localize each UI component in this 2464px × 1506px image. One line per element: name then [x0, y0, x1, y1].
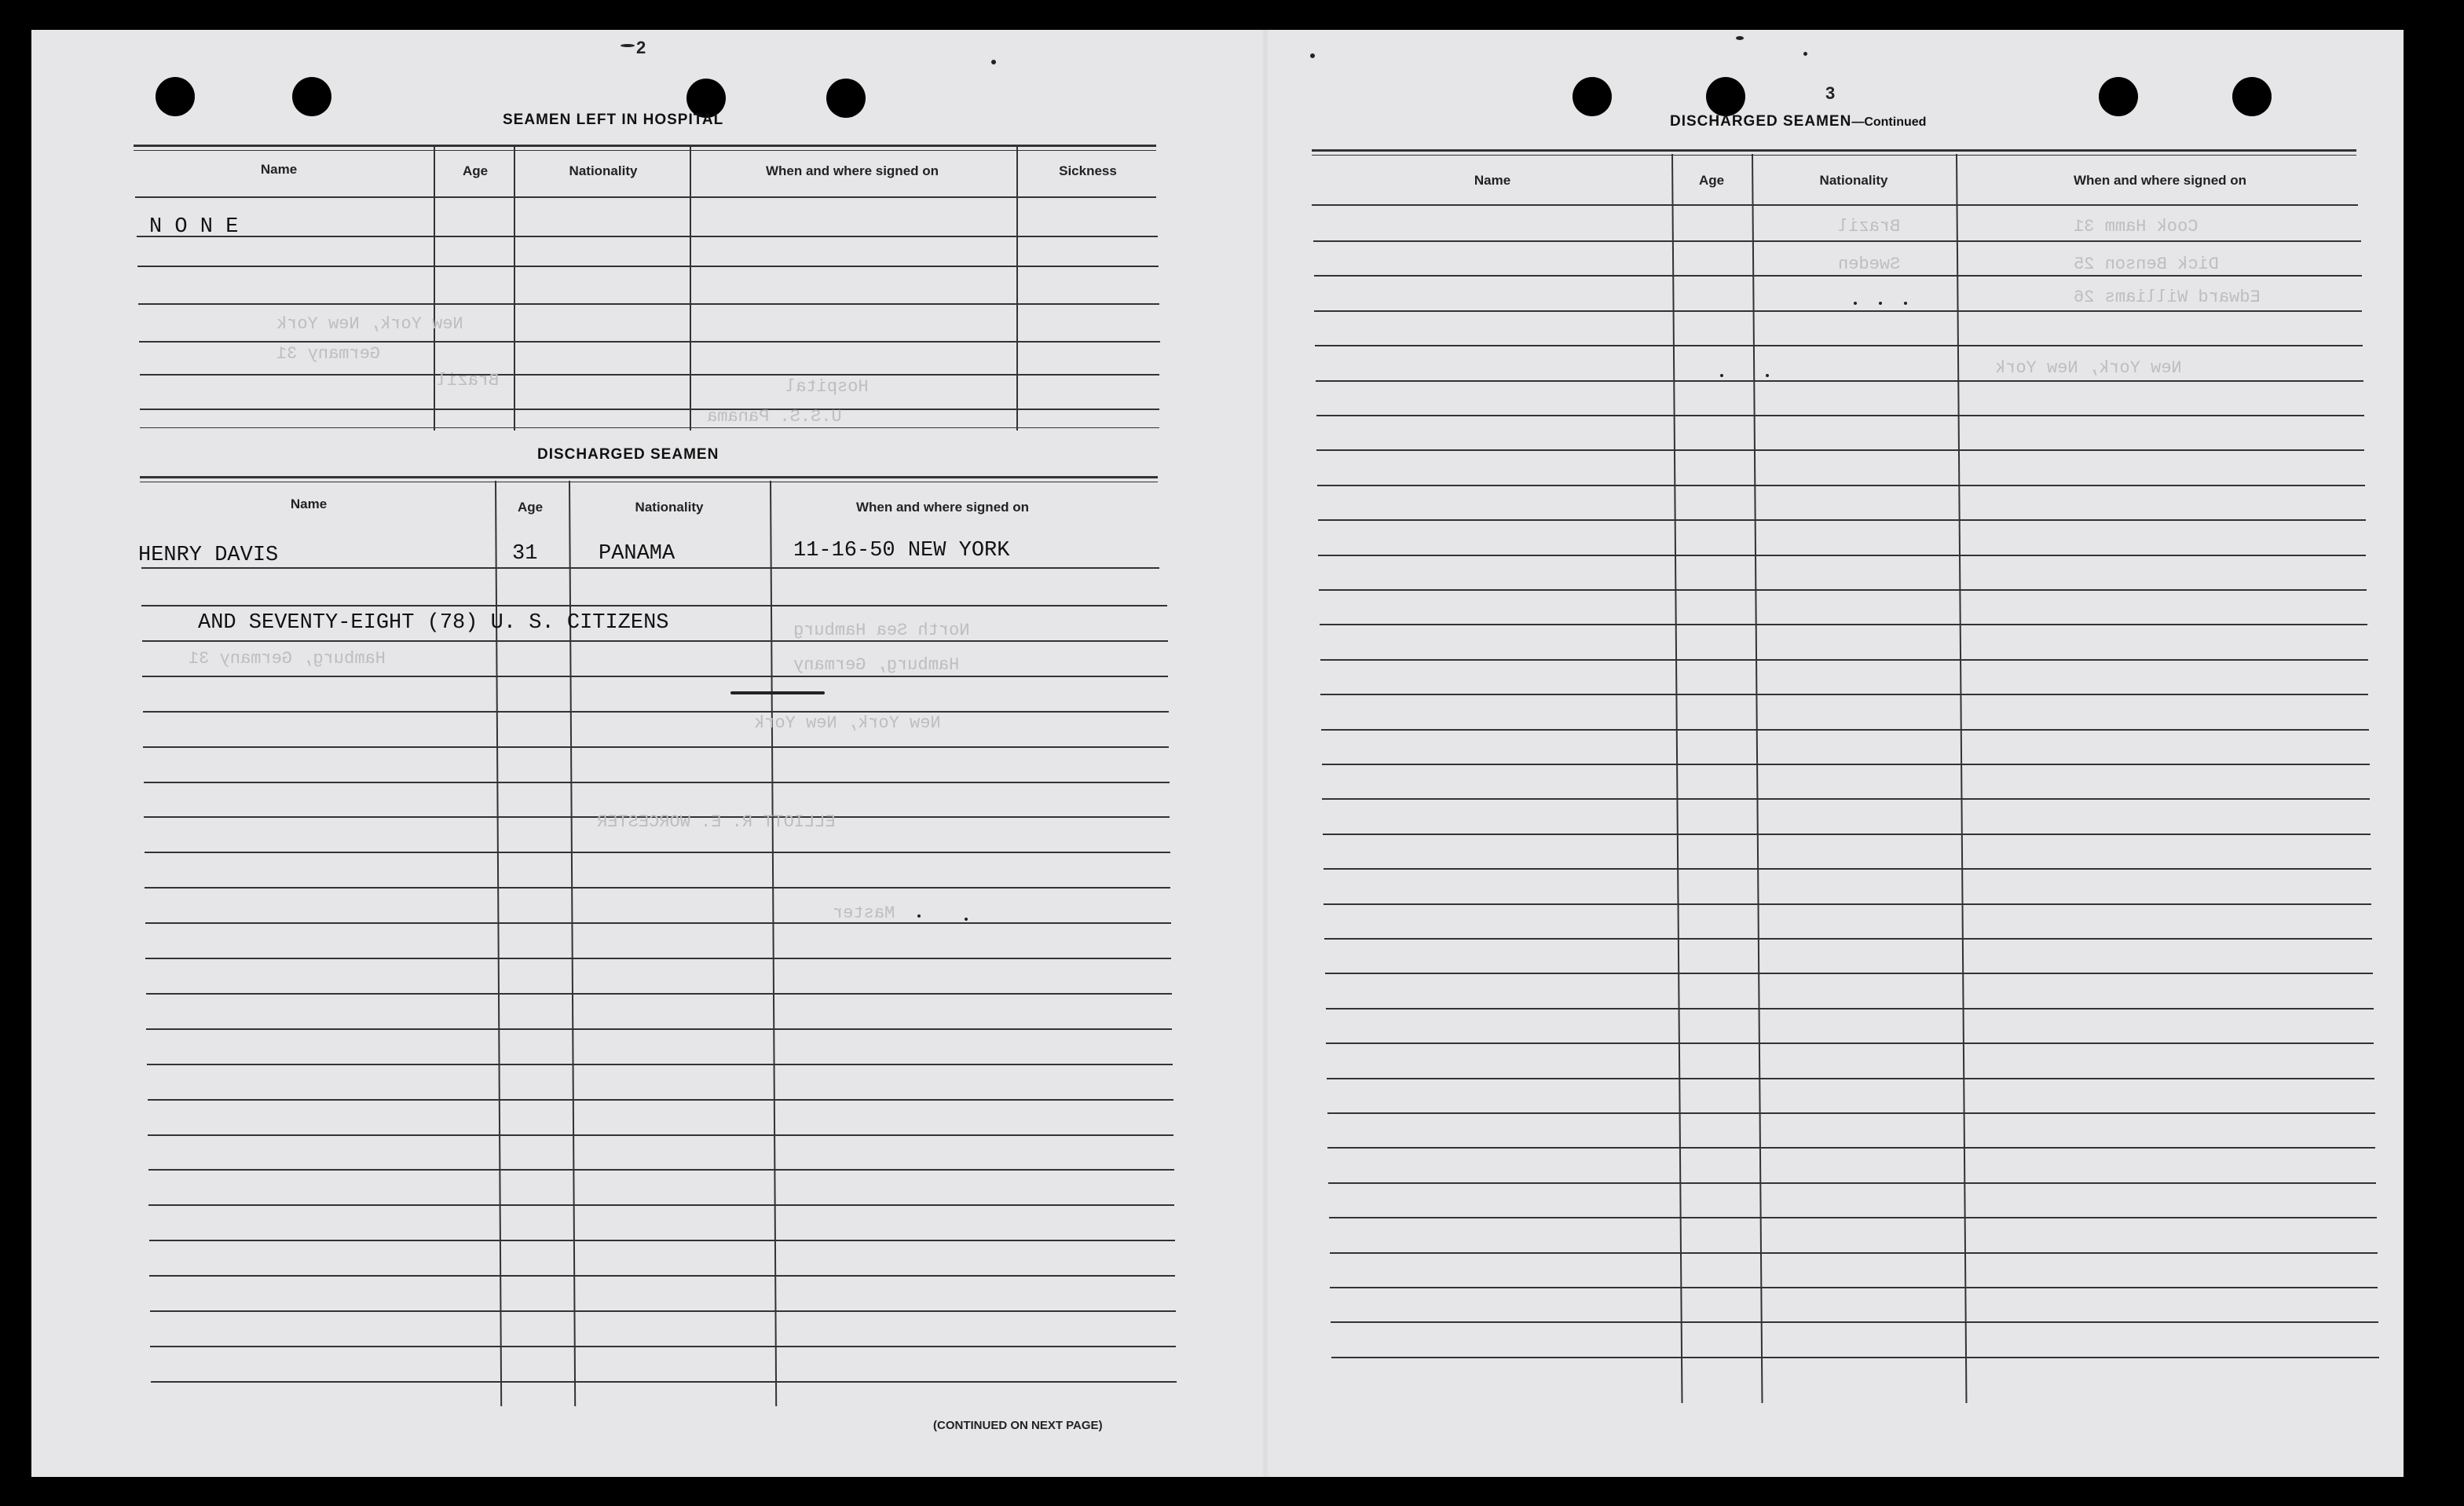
table-top-rule [1312, 149, 2356, 152]
ledger-rule [1320, 659, 2368, 661]
table-row-line [137, 236, 1158, 237]
punch-hole [826, 79, 866, 118]
ledger-rule [1319, 589, 2367, 591]
table-top-rule [134, 145, 1156, 147]
ledger-rule [148, 1099, 1173, 1101]
ink-speck [1904, 302, 1907, 305]
ink-speck [1803, 52, 1807, 56]
column-header-nationality: Nationality [569, 163, 638, 178]
bleed-through-text: Hamburg, Germany 31 [189, 649, 386, 669]
ledger-rule [1327, 1112, 2375, 1114]
column-header-signed-on: When and where signed on [2073, 173, 2247, 188]
ledger-rule [1327, 1078, 2374, 1079]
ledger-rule [1330, 1252, 2378, 1254]
punch-hole [292, 77, 331, 116]
ledger-rule [1317, 485, 2365, 486]
column-divider [690, 146, 691, 431]
table-header-line [141, 567, 1159, 569]
punch-hole [1706, 77, 1745, 116]
bleed-through-text: Hospital [785, 377, 869, 397]
table-header-line [1312, 204, 2358, 206]
bleed-through-text: Master [833, 903, 895, 923]
column-header-age: Age [462, 163, 489, 178]
ink-speck [965, 918, 968, 921]
ledger-rule [1331, 1357, 2379, 1358]
ledger-rule [1314, 275, 2362, 277]
column-header-name: Name [260, 162, 298, 177]
bleed-through-text: Edward Williams 26 [2074, 288, 2261, 307]
ledger-rule [1316, 449, 2364, 451]
ledger-rule [145, 922, 1171, 924]
ledger-rule [1315, 345, 2363, 346]
ledger-rule [145, 852, 1170, 853]
ledger-rule [1327, 1147, 2375, 1149]
discharged-continued-title [1670, 113, 1926, 130]
table-row-line [135, 196, 1156, 198]
ledger-rule [1325, 973, 2373, 974]
ledger-rule [145, 958, 1171, 959]
table-row-line [139, 341, 1160, 343]
ledger-rule [1324, 938, 2372, 940]
ledger-rule [1329, 1217, 2377, 1218]
table-row-line [140, 427, 1159, 428]
bleed-through-text: Sweden [1838, 255, 1901, 274]
column-divider [1016, 146, 1018, 431]
column-header-sickness: Sickness [1059, 163, 1117, 178]
ledger-rule [1320, 694, 2368, 695]
ledger-rule [142, 640, 1168, 642]
title-main: DISCHARGED SEAMEN [1670, 113, 1852, 130]
ledger-rule [1326, 1042, 2374, 1044]
ledger-rule [1318, 519, 2366, 521]
ledger-rule [148, 1204, 1174, 1206]
seaman-nationality: PANAMA [599, 542, 675, 566]
ledger-rule [1314, 310, 2362, 312]
seaman-age: 31 [512, 542, 538, 566]
page-fold [1261, 30, 1269, 1477]
bleed-through-text: New York, New York [276, 314, 463, 334]
column-divider [434, 146, 435, 431]
bleed-through-text: U.S.S. Panama [707, 407, 842, 427]
table-row-line [140, 409, 1159, 410]
column-header-age: Age [1698, 173, 1725, 188]
ledger-rule [144, 782, 1170, 783]
ledger-rule [1320, 624, 2367, 625]
column-header-signed-on: When and where signed on [855, 500, 1030, 515]
title-suffix: —Continued [1851, 115, 1927, 129]
bleed-through-text: New York, New York [1995, 358, 2182, 378]
bleed-through-text: ELLIOTT R. E. WORCESTER [597, 812, 836, 832]
ledger-rule [1321, 729, 2369, 731]
ledger-rule [143, 746, 1169, 748]
column-header-name: Name [290, 497, 328, 511]
bleed-through-text: New York, New York [754, 713, 941, 733]
ledger-rule [150, 1310, 1176, 1312]
table-top-rule [140, 476, 1158, 478]
seaman-name: HENRY DAVIS [138, 544, 279, 567]
bleed-through-text: Hamburg, Germany [793, 655, 960, 675]
ledger-rule [1313, 240, 2361, 242]
ledger-rule [146, 993, 1172, 995]
ledger-rule [1326, 1008, 2374, 1009]
ledger-rule [1322, 764, 2370, 765]
ink-speck [1879, 302, 1882, 305]
ledger-rule [1318, 555, 2366, 556]
ledger-rule [150, 1346, 1176, 1347]
ledger-rule [147, 1064, 1173, 1065]
ledger-rule [149, 1240, 1175, 1241]
table-top-rule [134, 150, 1156, 151]
discharged-section-title: DISCHARGED SEAMEN [537, 446, 719, 463]
bleed-through-text: North Sea Hamburg [793, 621, 970, 640]
ink-speck [1310, 53, 1315, 58]
table-row-line [137, 266, 1159, 267]
seaman-signed-on: 11-16-50 NEW YORK [793, 539, 1010, 562]
table-top-rule [1312, 155, 2356, 156]
punch-hole [2232, 77, 2272, 116]
column-divider [514, 146, 515, 431]
bleed-through-text: Brazil [1838, 217, 1901, 236]
ledger-rule [141, 605, 1167, 606]
bleed-through-text: Germany 31 [276, 344, 381, 364]
table-row-line [140, 374, 1159, 376]
ink-speck [917, 914, 921, 918]
ink-speck [1766, 374, 1769, 377]
ledger-rule [143, 711, 1169, 713]
ledger-rule [148, 1134, 1173, 1136]
ledger-rule [146, 1028, 1172, 1030]
ledger-rule [1323, 834, 2371, 835]
ledger-rule [1324, 868, 2371, 870]
ledger-rule [148, 1169, 1174, 1171]
ledger-rule [1316, 415, 2364, 416]
column-header-signed-on: When and where signed on [765, 163, 939, 178]
ink-speck [1720, 374, 1723, 377]
document-sheet [31, 30, 2404, 1477]
page-number: 3 [1825, 83, 1836, 103]
hospital-entry: N O N E [149, 215, 239, 239]
page-number: 2 [636, 38, 646, 57]
ink-speck [1854, 302, 1857, 305]
hospital-section-title: SEAMEN LEFT IN HOSPITAL [503, 112, 724, 128]
continued-note: (CONTINUED ON NEXT PAGE) [933, 1419, 1103, 1432]
ledger-rule [1324, 903, 2371, 905]
punch-hole [2099, 77, 2138, 116]
ledger-rule [142, 676, 1168, 677]
ledger-rule [145, 887, 1170, 889]
column-header-name: Name [1474, 173, 1511, 188]
ledger-rule [1328, 1182, 2376, 1184]
bleed-through-text: Cook Hamm 31 [2074, 217, 2199, 236]
column-header-nationality: Nationality [635, 500, 704, 515]
ink-mark [730, 691, 825, 694]
bleed-through-text: Brazil [437, 371, 500, 390]
ledger-rule [1331, 1321, 2378, 1323]
ledger-rule [1330, 1287, 2378, 1288]
ledger-rule [149, 1275, 1175, 1277]
ink-speck [991, 60, 996, 64]
ledger-rule [1316, 380, 2363, 382]
table-row-line [138, 303, 1159, 305]
ledger-rule [1322, 798, 2370, 800]
punch-hole [156, 77, 195, 116]
bleed-through-text: Dick Benson 25 [2074, 255, 2219, 274]
ink-speck [621, 44, 635, 47]
column-header-age: Age [517, 500, 544, 515]
column-header-nationality: Nationality [1819, 173, 1888, 188]
citizens-note: AND SEVENTY-EIGHT (78) U. S. CITIZENS [198, 611, 669, 635]
ink-speck [1736, 36, 1744, 40]
ledger-rule [151, 1381, 1177, 1383]
punch-hole [1572, 77, 1612, 116]
